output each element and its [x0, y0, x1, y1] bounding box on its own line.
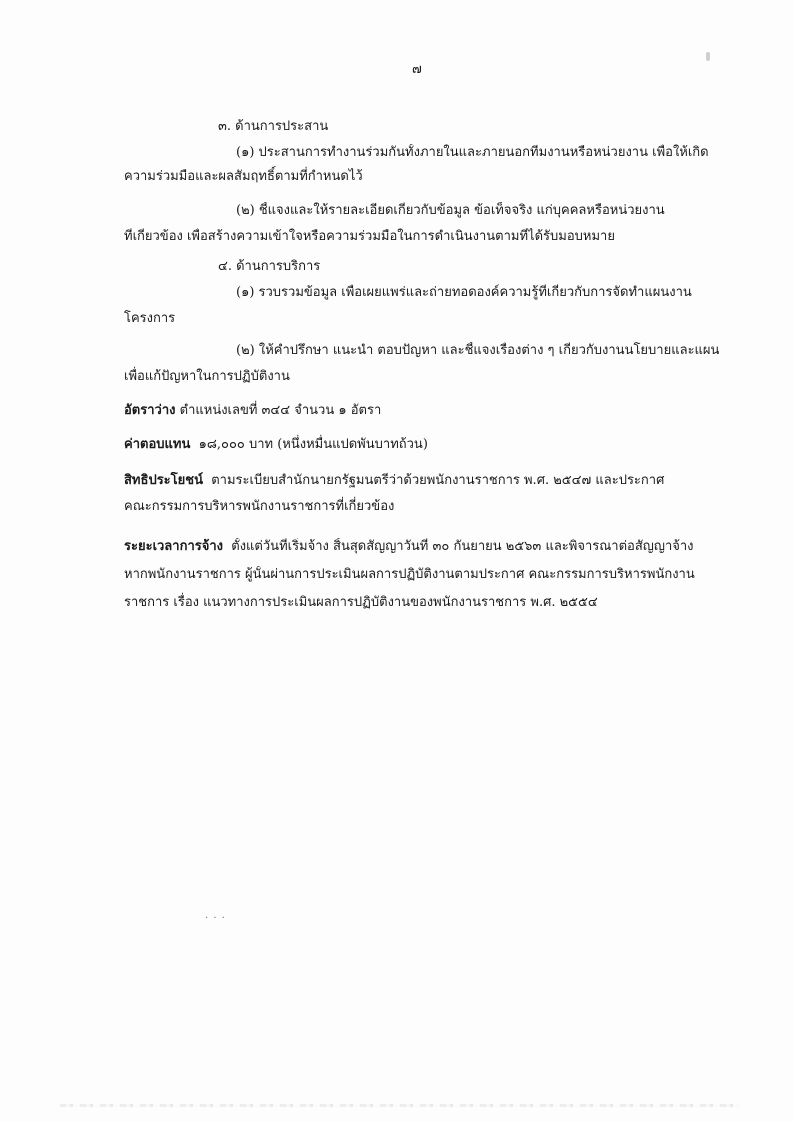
scan-speck: [706, 52, 710, 61]
employment-period-label: ระยะเวลาการจ้าง: [124, 539, 223, 554]
scan-edge-artifact: [60, 1104, 740, 1107]
section4-item2-line2: เพื่อแก้ปัญหาในการปฏิบัติงาน: [124, 369, 290, 384]
benefits-line2: คณะกรรมการบริหารพนักงานราชการที่เกี่ยวข้อง: [124, 499, 395, 514]
section3-item2-line2: ที่เกี่ยวข้อง เพื่อสร้างความเข้าใจหรือความร่วมมือในการดำเนินงานตามที่ได้รับมอบหมาย: [124, 229, 615, 244]
compensation-row: [124, 436, 428, 454]
compensation-text: ๑๘,๐๐๐ บาท (หนึ่งหมื่นแปดพันบาทถ้วน): [198, 437, 428, 452]
benefits-line1: ตามระเบียบสำนักนายกรัฐมนตรีว่าด้วยพนักงานราชการ พ.ศ. ๒๕๔๗ และประกาศ: [211, 473, 665, 488]
section3-heading: ๓. ด้านการประสาน: [218, 119, 329, 134]
vacancy-row: [124, 402, 381, 420]
page-number: ๗: [412, 62, 422, 77]
compensation-label: ค่าตอบแทน: [124, 437, 191, 452]
section4-heading: ๔. ด้านการบริการ: [218, 259, 321, 274]
section4-item2-line1: (๒) ให้คำปรึกษา แนะนำ ตอบปัญหา และชี้แจงเรื่องต่าง ๆ เกี่ยวกับงานนโยบายและแผน: [236, 343, 720, 358]
section4-item1-line1: (๑) รวบรวมข้อมูล เพื่อเผยแพร่และถ่ายทอดองค์ความรู้ที่เกี่ยวกับการจัดทำแผนงาน: [236, 285, 692, 300]
employment-period-row: [124, 538, 730, 556]
employment-period-line1: ตั้งแต่วันที่เริ่มจ้าง สิ้นสุดสัญญาวันที่ ๓๐ กันยายน ๒๕๖๓ และพิจารณาต่อสัญญาจ้าง: [231, 539, 694, 554]
employment-period-line2: หากพนักงานราชการ ผู้นั้นผ่านการประเมินผลการปฏิบัติงานตามประกาศ คณะกรรมการบริหารพนักงาน: [124, 567, 695, 582]
scan-dots: · · ·: [205, 913, 226, 924]
section3-item1-line1: (๑) ประสานการทำงานร่วมกันทั้งภายในและภายนอกทีมงานหรือหน่วยงาน เพื่อให้เกิด: [236, 145, 709, 160]
section3-item1-line2: ความร่วมมือและผลสัมฤทธิ์ตามที่กำหนดไว้: [124, 169, 363, 184]
benefits-row: [124, 472, 730, 490]
vacancy-label: อัตราว่าง: [124, 403, 176, 418]
vacancy-text: ตำแหน่งเลขที่ ๓๔๔ จำนวน ๑ อัตรา: [179, 403, 382, 418]
section4-item1-line2: โครงการ: [124, 311, 176, 326]
section3-item2-line1: (๒) ชี้แจงและให้รายละเอียดเกี่ยวกับข้อมูล ข้อเท็จจริง แก่บุคคลหรือหน่วยงาน: [236, 203, 665, 218]
benefits-label: สิทธิประโยชน์: [124, 473, 203, 488]
employment-period-line3: ราชการ เรื่อง แนวทางการประเมินผลการปฏิบัติงานของพนักงานราชการ พ.ศ. ๒๕๕๔: [124, 595, 598, 610]
